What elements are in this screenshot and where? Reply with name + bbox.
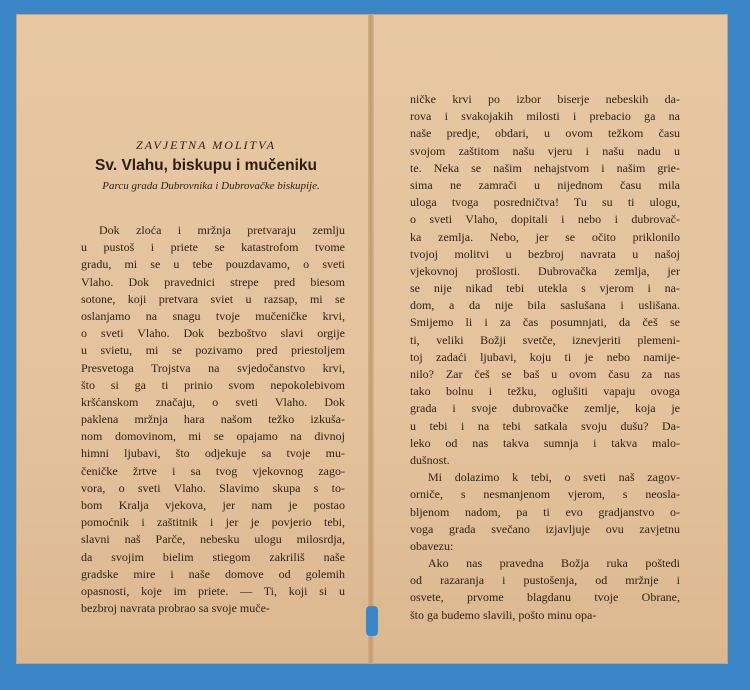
- text-line: da svojim bielim stiegom zakriliš naše: [81, 549, 345, 564]
- text-line: bezbroj navrata probrao sa svoje muče-: [81, 601, 270, 616]
- text-line: pomoćnik i zaštitnik i jer je povjerio tebi,: [81, 515, 345, 530]
- text-line: gradske mire i naše domove od golemih: [81, 566, 345, 581]
- text-line: Vlaho. Dok pravednici strepe pred biesom: [81, 274, 345, 289]
- prayer-title: Sv. Vlahu, biskupu i mučeniku: [95, 157, 317, 174]
- text-line: oslanjamo na snagu tvoje mučeničke krvi,: [81, 308, 345, 323]
- text-line: dušnost.: [410, 452, 450, 467]
- text-line: Presvetoga Trojstva na svjedočanstvo krvi,: [81, 360, 345, 375]
- text-line: što si ga ti prinio svom nepokolebivom: [81, 377, 345, 392]
- text-line: ti, veliki Božji svetče, iznevjeriti plemeni-: [410, 332, 680, 347]
- text-line: dom, a da nije bila saslušana i uslišana.: [410, 298, 680, 313]
- text-line: u pustoš i priete se katastrofom tvome: [81, 240, 345, 255]
- text-line: o sveti Vlaho. Dok bezboštvo slavi orgije: [81, 326, 345, 341]
- text-line: sotone, koji pretvara sviet u razsap, mi se: [81, 291, 345, 306]
- text-line: naše predje, obdari, u ovom težkom času: [410, 126, 680, 141]
- text-line: čeničke žrtve i sa tvog vjekovnog zago-: [81, 463, 345, 478]
- text-line: uloga tvoga posredničtva! Tu su ti ulogu,: [410, 195, 680, 210]
- text-line: leko od nas takva sumnja i takva malo-: [410, 435, 680, 450]
- text-line: nilo? Zar češ se baš u ovom času za nas: [410, 367, 680, 381]
- text-line: slavni naš Parče, nebesku ulogu milosrdja,: [81, 532, 345, 547]
- text-line: kršćanskom značaju, o sveti Vlaho. Dok: [81, 394, 345, 409]
- text-line: opasnosti, koje im priete. — Ti, koji si u: [81, 583, 345, 598]
- text-line: o sveti Vlaho, dopitali i nebo i dubrovač-: [410, 212, 680, 227]
- text-line: se nije nikad tebi utekla s vjerom i na-: [410, 281, 680, 296]
- text-line: Mi dolazimo k tebi, o sveti naš zagov-: [428, 470, 680, 485]
- text-line: grada i svoje dubrovačke zemlje, koja je: [410, 401, 680, 416]
- text-line: voga grada svečano izjavljuje ovu zavjetnu: [410, 521, 680, 536]
- prayer-caption: Parcu grada Dubrovnika i Dubrovačke biskupije.: [102, 180, 320, 192]
- text-line: što ga budemo slavili, pošto minu opa-: [410, 607, 597, 622]
- text-line: bom Kralja vjekova, jer nam je postao: [81, 498, 345, 512]
- text-line: obavezu:: [410, 538, 454, 553]
- text-line: paklena mržnja hara našom težko izkuša-: [81, 412, 345, 427]
- text-line: tako bolnu i težku, oglušiti vapaju ovoga: [410, 384, 680, 399]
- center-fold: [368, 14, 374, 664]
- text-line: gradu, mi se u tebe pouzdavamo, o sveti: [81, 257, 345, 272]
- text-line: himni ljubavi, što odjekuje sa tvoje mu-: [81, 446, 345, 461]
- text-line: u tebi i na tebi satkala svoju dušu? Da-: [410, 418, 680, 433]
- text-line: svojom zaštitom našu vjeru i našu nadu u: [410, 143, 680, 158]
- text-line: u svietu, mi se pozivamo pred priestoljem: [81, 343, 345, 358]
- right-text-column: [410, 91, 680, 624]
- torn-fold-gap: [366, 606, 378, 636]
- text-line: Smijemo li i za čas posumnjati, da češ se: [410, 315, 680, 330]
- text-line: od razaranja i pustošenja, od mržnje i: [410, 573, 680, 588]
- text-line: tvojoj molitvi u bezbroj navrata u našoj: [410, 246, 680, 261]
- text-line: vora, o sveti Vlaho. Slavimo skupa s to-: [81, 480, 345, 495]
- left-text-column: [81, 222, 345, 617]
- text-line: Ako nas pravedna Božja ruka poštedi: [428, 556, 680, 571]
- text-line: sima ne zamrači u nijednom času mila: [410, 177, 680, 192]
- booklet-spread: [16, 14, 728, 664]
- text-line: rova i svakojakih milosti i prebacio ga na: [410, 109, 680, 124]
- text-line: toj zadaći ljubavi, koju ti je nebo namije-: [410, 349, 680, 364]
- text-line: orniče, s nesmanjenom vjerom, s neosla-: [410, 487, 680, 502]
- text-line: ka zemlja. Nebo, jer se očito priklonilo: [410, 229, 680, 244]
- text-line: nom domovinom, mi se opajamo na divnoj: [81, 429, 345, 444]
- text-line: osvete, prvome blagdanu tvoje Obrane,: [410, 590, 680, 605]
- text-line: vjekovnoj prošlosti. Dubrovačka zemlja, jer: [410, 263, 680, 278]
- text-line: bljenom nadom, pa ti evo gradjanstvo o-: [410, 504, 680, 519]
- text-line: Dok zloća i mržnja pretvaraju zemlju: [99, 223, 345, 237]
- text-line: te. Neka se našim nehajstvom i našim grie-: [410, 160, 680, 175]
- text-line: ničke krvi po izbor biserje nebeskih da-: [410, 92, 680, 106]
- prayer-subtitle: ZAVJETNA MOLITVA: [136, 138, 276, 152]
